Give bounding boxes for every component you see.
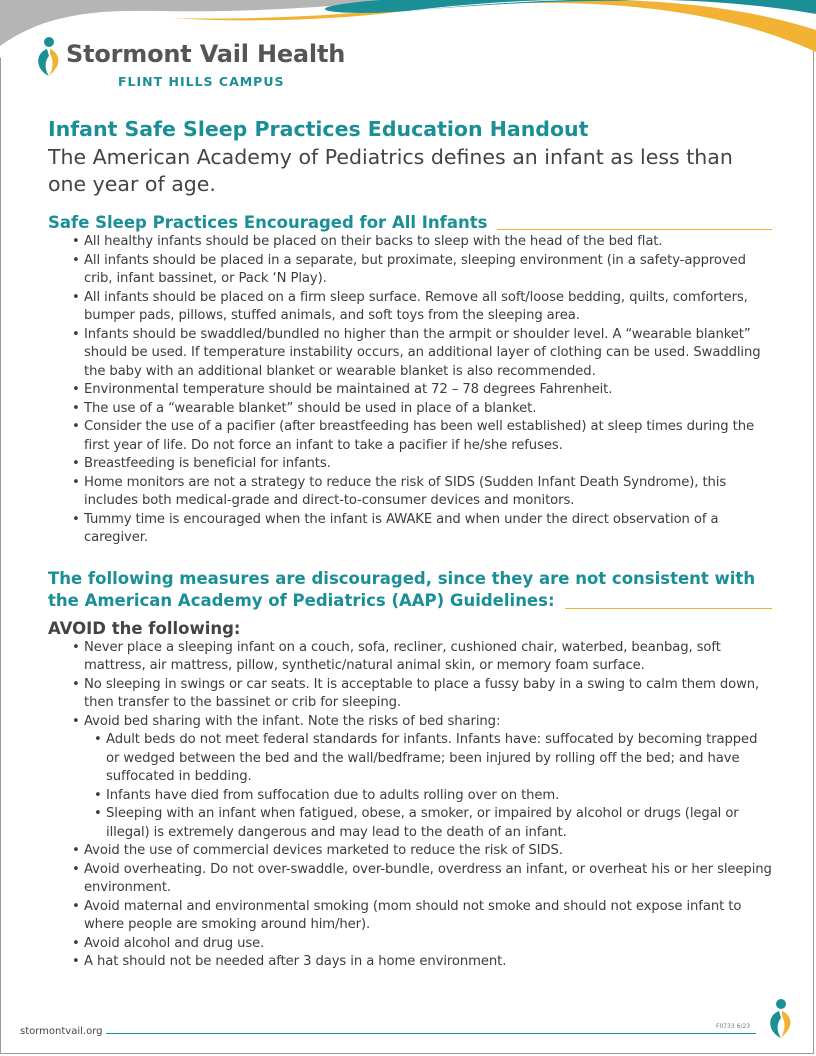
list-item: • A hat should not be needed after 3 days in a home environment.	[72, 953, 772, 972]
list-item-bed-sharing	[72, 713, 772, 843]
section-heading-encouraged	[48, 212, 772, 233]
list-item: • Avoid alcohol and drug use.	[72, 935, 772, 954]
document-subtitle: The American Academy of Pediatrics defines an infant as less than one year of age.	[48, 145, 733, 196]
list-item: • Infants should be swaddled/bundled no higher than the armpit or shoulder level. A “wearable blanket” should be used. If temperature instability occurs, an additional layer of clothing can be used. Swaddling the baby with an additional blanket or wearable blanket is also recommended.	[72, 326, 772, 382]
encouraged-practices-list	[48, 233, 772, 548]
list-item: • Never place a sleeping infant on a couch, sofa, recliner, cushioned chair, waterbed, beanbag, soft mattress, air mattress, pillow, synthetic/natural animal skin, or memory foam surface.	[72, 639, 772, 676]
sub-list-item: • Infants have died from suffocation due to adults rolling over on them.	[94, 787, 772, 806]
sub-list-item: • Sleeping with an infant when fatigued, obese, a smoker, or impaired by alcohol or drugs (legal or illegal) is extremely dangerous and may lead to the death of an infant.	[94, 805, 772, 842]
section-heading-line: The following measures are discouraged, since they are not consistent with	[48, 568, 756, 588]
list-item: • Breastfeeding is beneficial for infants.	[72, 455, 772, 474]
bed-sharing-risks-list	[84, 731, 772, 842]
list-item: • Avoid the use of commercial devices marketed to reduce the risk of SIDS.	[72, 842, 772, 861]
section-heading-line: the American Academy of Pediatrics (AAP) Guidelines:	[48, 590, 555, 610]
avoid-list	[48, 639, 772, 972]
footer-rule	[106, 1033, 756, 1034]
heading-rule	[565, 608, 772, 609]
list-item: • The use of a “wearable blanket” should be used in place of a blanket.	[72, 400, 772, 419]
document-body	[48, 116, 772, 972]
section-heading-text: Safe Sleep Practices Encouraged for All Infants	[48, 213, 488, 232]
footer-form-code: F0733 6/23	[716, 1023, 751, 1030]
stormont-vail-person-icon	[768, 998, 794, 1038]
list-item: • Home monitors are not a strategy to reduce the risk of SIDS (Sudden Infant Death Syndrome), this includes both medical-grade and direct-to-consumer devices and monitors.	[72, 474, 772, 511]
list-item: • All infants should be placed in a separate, but proximate, sleeping environment (in a safety-approved crib, infant bassinet, or Pack ‘N Play).	[72, 252, 772, 289]
avoid-heading: AVOID the following:	[48, 618, 241, 638]
brand-campus: FLINT HILLS CAMPUS	[118, 74, 285, 89]
footer-website-link[interactable]: stormontvail.org	[20, 1026, 103, 1037]
document-title: Infant Safe Sleep Practices Education Handout	[48, 117, 589, 141]
section-heading-discouraged	[48, 568, 772, 612]
list-item: • Consider the use of a pacifier (after breastfeeding has been well established) at sleep times during the first year of life. Do not force an infant to take a pacifier if he/she refuses.	[72, 418, 772, 455]
sub-list-item: • Adult beds do not meet federal standards for infants. Infants have: suffocated by becoming trapped or wedged between the bed and the wall/bedframe; been injured by rolling off the bed; and have suffocated in bedding.	[94, 731, 772, 787]
list-item: • All infants should be placed on a firm sleep surface. Remove all soft/loose bedding, quilts, comforters, bumper pads, pillows, stuffed animals, and soft toys from the sleeping area.	[72, 289, 772, 326]
list-item: • Tummy time is encouraged when the infant is AWAKE and when under the direct observation of a caregiver.	[72, 511, 772, 548]
list-item: • All healthy infants should be placed on their backs to sleep with the head of the bed flat.	[72, 233, 772, 252]
list-item: • Avoid maternal and environmental smoking (mom should not smoke and should not expose infant to where people are smoking around him/her).	[72, 898, 772, 935]
list-item: • Environmental temperature should be maintained at 72 – 78 degrees Fahrenheit.	[72, 381, 772, 400]
list-item: • Avoid overheating. Do not over-swaddle, over-bundle, overdress an infant, or overheat his or her sleeping environment.	[72, 861, 772, 898]
heading-rule	[497, 229, 772, 230]
stormont-vail-person-icon	[36, 36, 62, 76]
list-item: • No sleeping in swings or car seats. It is acceptable to place a fussy baby in a swing to calm them down, then transfer to the bassinet or crib for sleeping.	[72, 676, 772, 713]
brand-name: Stormont Vail Health	[66, 40, 346, 68]
list-item-text: Avoid bed sharing with the infant. Note the risks of bed sharing:	[84, 713, 501, 729]
